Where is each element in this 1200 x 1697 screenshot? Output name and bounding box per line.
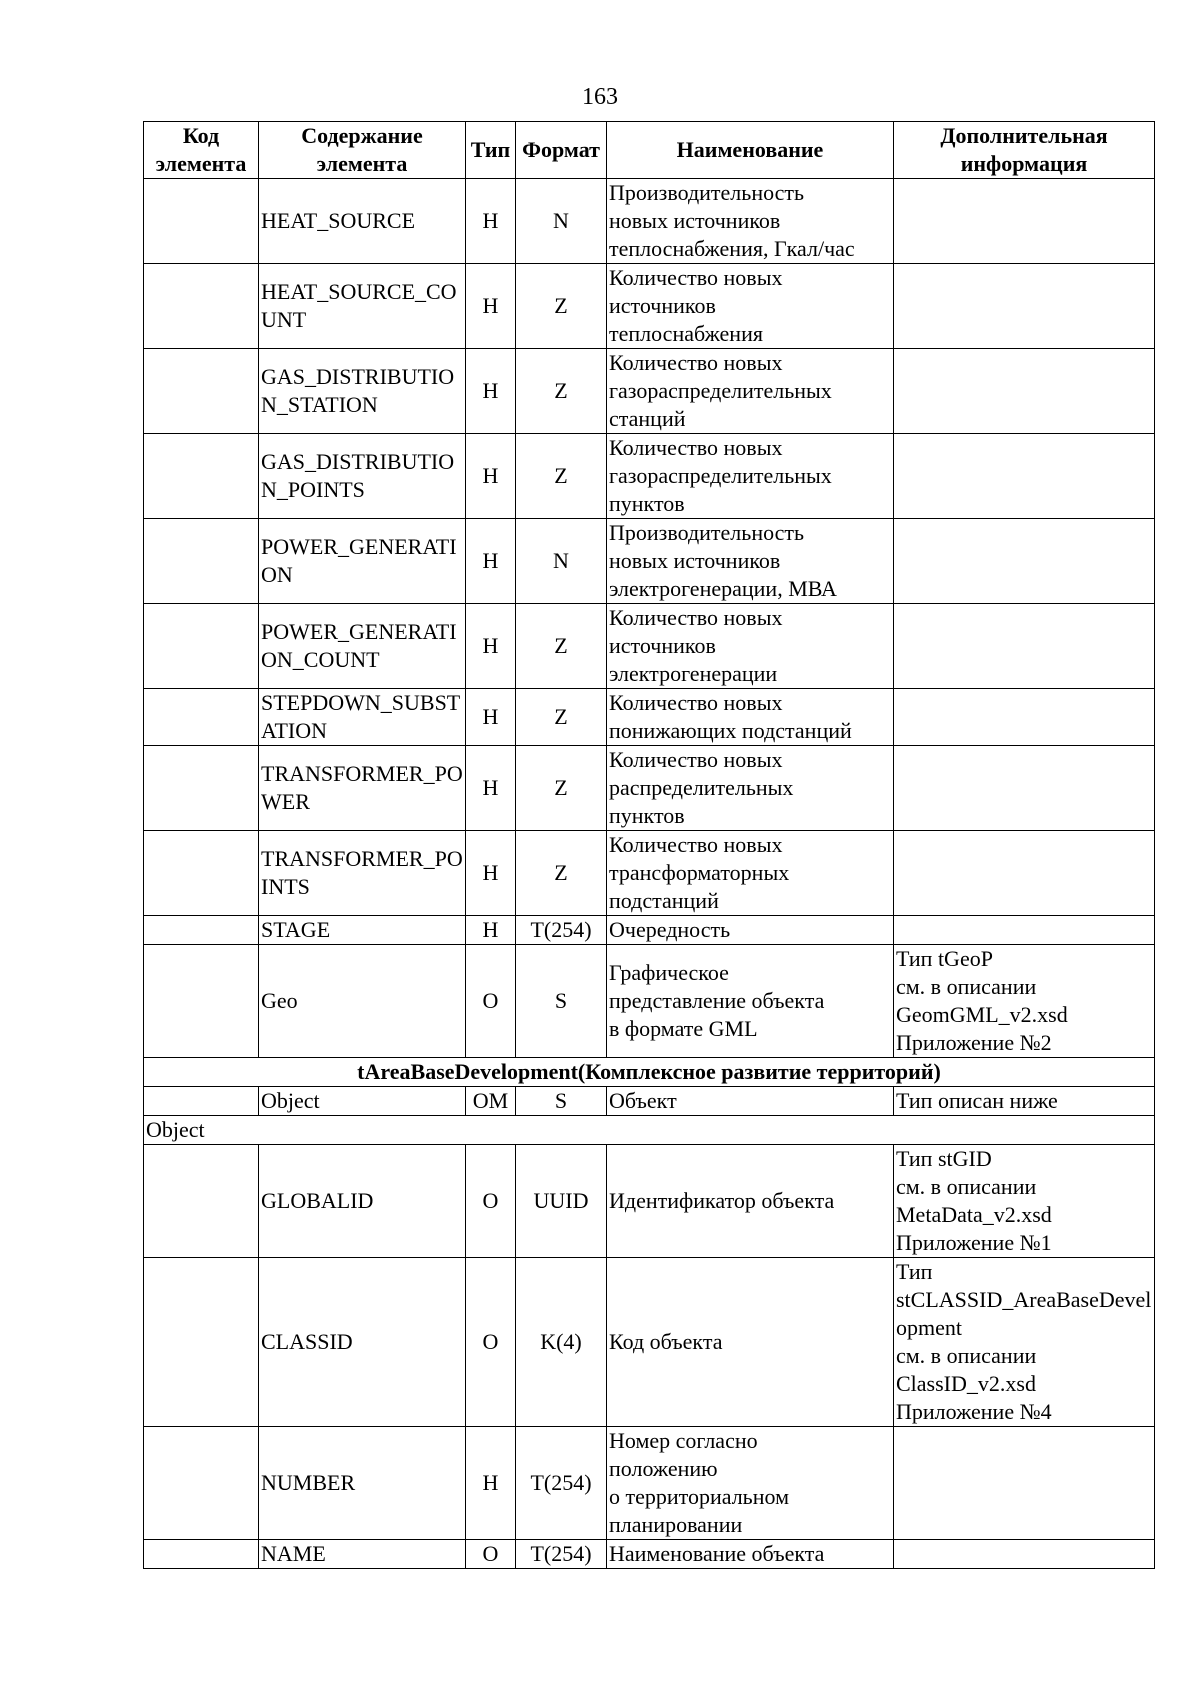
cell-name [607, 1145, 894, 1258]
cell-name-line: Количество новых [609, 265, 783, 290]
cell-name-line: Наименование объекта [609, 1541, 825, 1566]
cell-type: Н [466, 519, 516, 604]
cell-name [607, 1540, 894, 1569]
cell-additional [894, 179, 1155, 264]
cell-content: TRANSFORMER_POWER [259, 746, 466, 831]
cell-code [144, 1427, 259, 1540]
table-row [144, 1427, 1155, 1540]
cell-name-line: электрогенерации [609, 661, 778, 686]
table-row [144, 519, 1155, 604]
cell-additional [894, 831, 1155, 916]
cell-type: О [466, 1540, 516, 1569]
cell-format: Z [516, 689, 607, 746]
cell-name-line: Очередность [609, 917, 731, 942]
cell-name [607, 746, 894, 831]
cell-type: Н [466, 264, 516, 349]
cell-name-line: Производительность [609, 180, 805, 205]
cell-type: Н [466, 831, 516, 916]
cell-code [144, 1087, 259, 1116]
cell-name-line: Идентификатор объекта [609, 1188, 835, 1213]
cell-content: GLOBALID [259, 1145, 466, 1258]
cell-name-line: станций [609, 406, 686, 431]
cell-name-line: новых источников [609, 208, 781, 233]
table-row [144, 1145, 1155, 1258]
cell-name-line: подстанций [609, 888, 719, 913]
cell-name-line: Количество новых [609, 435, 783, 460]
cell-content: STEPDOWN_SUBSTATION [259, 689, 466, 746]
cell-type: ОМ [466, 1087, 516, 1116]
cell-name-line: электрогенерации, МВА [609, 576, 837, 601]
cell-additional-line: Тип tGeoP [896, 946, 993, 971]
cell-format: T(254) [516, 1427, 607, 1540]
cell-type: Н [466, 1427, 516, 1540]
header-type: Тип [466, 122, 516, 179]
cell-format: K(4) [516, 1258, 607, 1427]
table-row [144, 349, 1155, 434]
table-row [144, 746, 1155, 831]
cell-code [144, 916, 259, 945]
cell-format: Z [516, 746, 607, 831]
section-row [144, 1058, 1155, 1087]
cell-name-line: распределительных [609, 775, 794, 800]
cell-additional-line: Приложение №1 [896, 1230, 1052, 1255]
cell-name-line: теплоснабжения, Гкал/час [609, 236, 855, 261]
cell-additional-line: MetaData_v2.xsd [896, 1202, 1052, 1227]
cell-additional [894, 916, 1155, 945]
cell-additional-line: Приложение №2 [896, 1030, 1052, 1055]
cell-type: О [466, 1145, 516, 1258]
table-row [144, 604, 1155, 689]
cell-code [144, 349, 259, 434]
cell-code [144, 1540, 259, 1569]
cell-format: Z [516, 434, 607, 519]
cell-type: Н [466, 434, 516, 519]
cell-name-line: Графическое [609, 960, 729, 985]
cell-name-line: источников [609, 293, 716, 318]
cell-additional: Тип описан ниже [894, 1087, 1155, 1116]
table-row [144, 1540, 1155, 1569]
cell-content: HEAT_SOURCE [259, 179, 466, 264]
cell-content: GAS_DISTRIBUTION_POINTS [259, 434, 466, 519]
cell-type: Н [466, 689, 516, 746]
table-row [144, 1258, 1155, 1427]
cell-additional [894, 689, 1155, 746]
cell-content: NAME [259, 1540, 466, 1569]
cell-additional-line: stCLASSID_AreaBaseDevelopment [896, 1287, 1152, 1340]
cell-code [144, 746, 259, 831]
cell-additional [894, 746, 1155, 831]
table-body-attributes [144, 179, 1155, 1058]
cell-content: STAGE [259, 916, 466, 945]
cell-code [144, 1145, 259, 1258]
element-spec-table [143, 121, 1155, 1569]
cell-content: TRANSFORMER_POINTS [259, 831, 466, 916]
cell-additional-line: Тип [896, 1259, 933, 1284]
cell-format: N [516, 179, 607, 264]
table-row [144, 434, 1155, 519]
cell-additional-line: ClassID_v2.xsd [896, 1371, 1036, 1396]
cell-content: HEAT_SOURCE_COUNT [259, 264, 466, 349]
cell-name-line: о территориальном [609, 1484, 789, 1509]
cell-format: Z [516, 349, 607, 434]
section-title: tAreaBaseDevelopment(Комплексное развитие территорий) [144, 1058, 1155, 1087]
cell-name-line: планировании [609, 1512, 743, 1537]
cell-name-line: Количество новых [609, 350, 783, 375]
cell-content: CLASSID [259, 1258, 466, 1427]
table-row [144, 689, 1155, 746]
cell-additional [894, 1258, 1155, 1427]
cell-additional [894, 349, 1155, 434]
cell-name [607, 604, 894, 689]
table-body-object [144, 1145, 1155, 1569]
cell-code [144, 519, 259, 604]
header-additional: Дополнительная информация [894, 122, 1155, 179]
cell-name-line: Производительность [609, 520, 805, 545]
cell-additional-line: Приложение №4 [896, 1399, 1052, 1424]
cell-format: S [516, 1087, 607, 1116]
cell-format: Z [516, 831, 607, 916]
cell-type: О [466, 1258, 516, 1427]
cell-name-line: Номер согласно [609, 1428, 758, 1453]
cell-code [144, 264, 259, 349]
table-row [144, 916, 1155, 945]
cell-additional [894, 1145, 1155, 1258]
cell-additional [894, 434, 1155, 519]
cell-name-line: представление объекта [609, 988, 825, 1013]
cell-format: Z [516, 264, 607, 349]
cell-content: POWER_GENERATION [259, 519, 466, 604]
table-row [144, 831, 1155, 916]
cell-name [607, 1258, 894, 1427]
cell-format: N [516, 519, 607, 604]
page-number: 163 [582, 84, 618, 110]
cell-name-line: пунктов [609, 491, 685, 516]
group-title: Object [144, 1116, 1155, 1145]
cell-name-line: газораспределительных [609, 463, 832, 488]
cell-name-line: Количество новых [609, 832, 783, 857]
cell-name-line: газораспределительных [609, 378, 832, 403]
cell-type: Н [466, 916, 516, 945]
cell-additional [894, 604, 1155, 689]
cell-code [144, 1258, 259, 1427]
table-row [144, 1087, 1155, 1116]
cell-additional [894, 1540, 1155, 1569]
cell-name-line: положению [609, 1456, 718, 1481]
cell-additional-line: Тип stGID [896, 1146, 992, 1171]
cell-additional-line: см. в описании [896, 1343, 1037, 1368]
cell-additional-line: GeomGML_v2.xsd [896, 1002, 1068, 1027]
cell-name-line: новых источников [609, 548, 781, 573]
cell-additional [894, 1427, 1155, 1540]
cell-code [144, 831, 259, 916]
cell-format: Z [516, 604, 607, 689]
header-name: Наименование [607, 122, 894, 179]
cell-name [607, 916, 894, 945]
cell-code [144, 434, 259, 519]
header-format: Формат [516, 122, 607, 179]
table-row [144, 264, 1155, 349]
cell-name-line: пунктов [609, 803, 685, 828]
cell-name-line: источников [609, 633, 716, 658]
table-header-row [144, 122, 1155, 179]
cell-content: Object [259, 1087, 466, 1116]
cell-name [607, 434, 894, 519]
cell-name-line: понижающих подстанций [609, 718, 852, 743]
cell-name-line: Код объекта [609, 1329, 723, 1354]
cell-type: Н [466, 349, 516, 434]
cell-additional-line: см. в описании [896, 974, 1037, 999]
cell-code [144, 689, 259, 746]
table-row [144, 179, 1155, 264]
cell-name-line: теплоснабжения [609, 321, 763, 346]
cell-additional [894, 519, 1155, 604]
cell-name [607, 349, 894, 434]
cell-name: Объект [607, 1087, 894, 1116]
cell-type: Н [466, 746, 516, 831]
cell-format: T(254) [516, 916, 607, 945]
cell-name-line: Количество новых [609, 605, 783, 630]
cell-name-line: трансформаторных [609, 860, 790, 885]
cell-format: T(254) [516, 1540, 607, 1569]
cell-content: Geo [259, 945, 466, 1058]
cell-type: О [466, 945, 516, 1058]
cell-type: Н [466, 604, 516, 689]
table-section [144, 1058, 1155, 1145]
table-row [144, 945, 1155, 1058]
cell-type: Н [466, 179, 516, 264]
cell-name [607, 1427, 894, 1540]
header-content: Содержание элемента [259, 122, 466, 179]
cell-name [607, 831, 894, 916]
cell-additional-line: см. в описании [896, 1174, 1037, 1199]
cell-name [607, 689, 894, 746]
cell-content: NUMBER [259, 1427, 466, 1540]
cell-name [607, 264, 894, 349]
header-code: Код элемента [144, 122, 259, 179]
cell-name-line: Количество новых [609, 747, 783, 772]
cell-name-line: Количество новых [609, 690, 783, 715]
cell-name-line: в формате GML [609, 1016, 758, 1041]
cell-format: S [516, 945, 607, 1058]
cell-code [144, 945, 259, 1058]
cell-additional [894, 264, 1155, 349]
cell-name [607, 179, 894, 264]
cell-code [144, 179, 259, 264]
cell-content: POWER_GENERATION_COUNT [259, 604, 466, 689]
group-row [144, 1116, 1155, 1145]
cell-content: GAS_DISTRIBUTION_STATION [259, 349, 466, 434]
cell-name [607, 945, 894, 1058]
cell-code [144, 604, 259, 689]
cell-additional [894, 945, 1155, 1058]
cell-name [607, 519, 894, 604]
cell-format: UUID [516, 1145, 607, 1258]
